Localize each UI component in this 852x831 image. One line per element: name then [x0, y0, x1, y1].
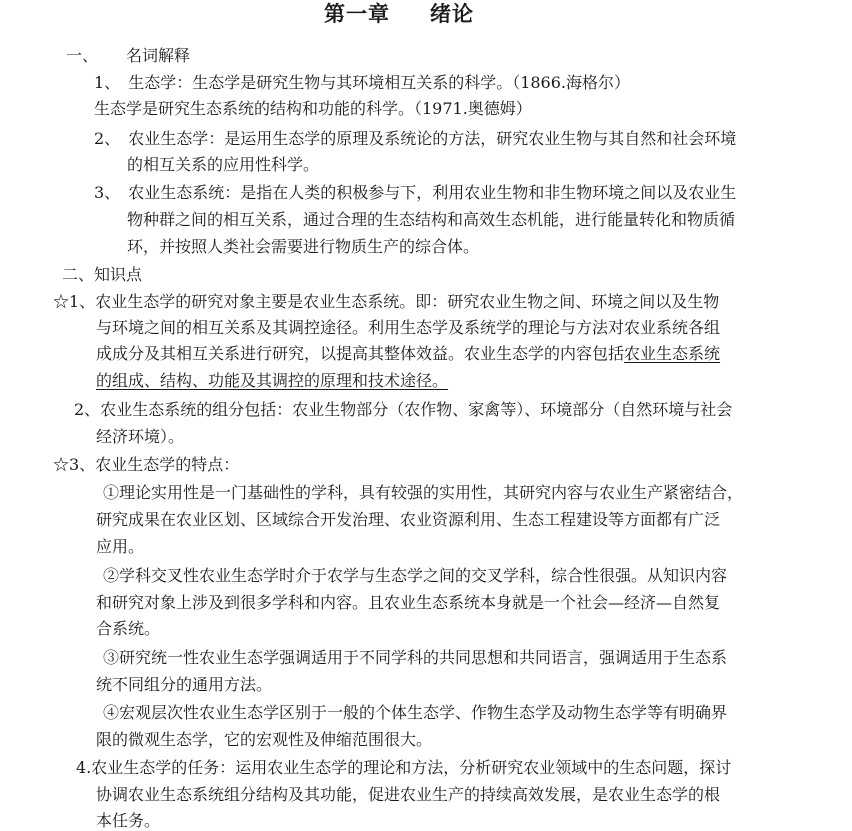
knowledge-1-line-4: 的组成、结构、功能及其调控的原理和技术途径。: [96, 371, 449, 390]
term-3-line-1: 3、 农业生态系统：是指在人类的积极参与下，利用农业生物和非生物环境之间以及农业生: [94, 183, 737, 202]
knowledge-1-line-3: 成成分及其相互关系进行研究，以提高其整体效益。农业生态学的内容包括农业生态系统: [96, 344, 721, 363]
feature-1-line-3: 应用。: [96, 537, 145, 556]
page-title: [324, 1, 474, 26]
underlined-text: 农业生态系统: [624, 344, 721, 363]
term-1-line-2: 生态学是研究生态系统的结构和功能的科学。（1971.奥德姆）: [94, 99, 532, 118]
term-1-line-1: 1、 生态学：生态学是研究生物与其环境相互关系的科学。（1866.海格尔）: [94, 73, 630, 92]
feature-4-line-2: 限的微观生态学，它的宏观性及伸缩范围很大。: [96, 730, 433, 749]
knowledge-1-line-2: 与环境之间的相互关系及其调控途径。利用生态学及系统学的理论与方法对农业系统各组: [96, 318, 721, 337]
star-marker: ☆3、: [53, 455, 96, 474]
term-3-line-2: 物种群之间的相互关系，通过合理的生态结构和高效生态机能，进行能量转化和物质循: [127, 210, 736, 229]
feature-2-line-3: 合系统。: [96, 619, 161, 638]
term-2-line-2: 的相互关系的应用性科学。: [127, 155, 320, 174]
chapter-name: 绪论: [430, 1, 474, 26]
term-3-line-3: 环，并按照人类社会需要进行物质生产的综合体。: [127, 237, 480, 256]
section-1-heading: [66, 46, 190, 66]
feature-1-line-2: 研究成果在农业区划、区域综合开发治理、农业资源利用、生态工程建设等方面都有广泛: [96, 510, 721, 529]
chapter-number: 第一章: [324, 1, 390, 26]
knowledge-3-heading: ☆3、农业生态学的特点：: [53, 455, 240, 474]
feature-4-line-1: ④宏观层次性农业生态学区别于一般的个体生态学、作物生态学及动物生态学等有明确界: [103, 703, 728, 722]
knowledge-2-line-1: 2、农业生态系统的组分包括：农业生物部分（农作物、家禽等）、环境部分（自然环境与社会: [74, 400, 733, 419]
feature-2-line-1: ②学科交叉性农业生态学时介于农学与生态学之间的交叉学科，综合性很强。从知识内容: [103, 566, 728, 585]
section-2-heading: 二、知识点: [62, 265, 143, 284]
feature-2-line-2: 和研究对象上涉及到很多学科和内容。且农业生态系统本身就是一个社会—经济—自然复: [96, 593, 721, 612]
knowledge-4-line-3: 本任务。: [96, 811, 161, 830]
knowledge-2-line-2: 经济环境）。: [96, 427, 185, 446]
knowledge-1-line-1: ☆1、农业生态学的研究对象主要是农业生态系统。即：研究农业生物之间、环境之间以及生物: [53, 292, 720, 311]
feature-1-line-1: ①理论实用性是一门基础性的学科，具有较强的实用性，其研究内容与农业生产紧密结合，: [103, 483, 744, 502]
feature-3-line-1: ③研究统一性农业生态学强调适用于不同学科的共同思想和共同语言，强调适用于生态系: [103, 648, 728, 667]
knowledge-4-line-2: 协调农业生态系统组分结构及其功能，促进农业生产的持续高效发展，是农业生态学的根: [96, 785, 721, 804]
star-marker: ☆1、: [53, 292, 96, 311]
section-1-number: 一、: [66, 46, 99, 65]
feature-3-line-2: 统不同组分的通用方法。: [96, 675, 273, 694]
term-2-line-1: 2、 农业生态学：是运用生态学的原理及系统论的方法，研究农业生物与其自然和社会环境: [94, 129, 737, 148]
section-1-title: 名词解释: [126, 46, 191, 65]
knowledge-4-line-1: 4.农业生态学的任务：运用农业生态学的理论和方法，分析研究农业领域中的生态问题，探讨: [76, 758, 732, 777]
